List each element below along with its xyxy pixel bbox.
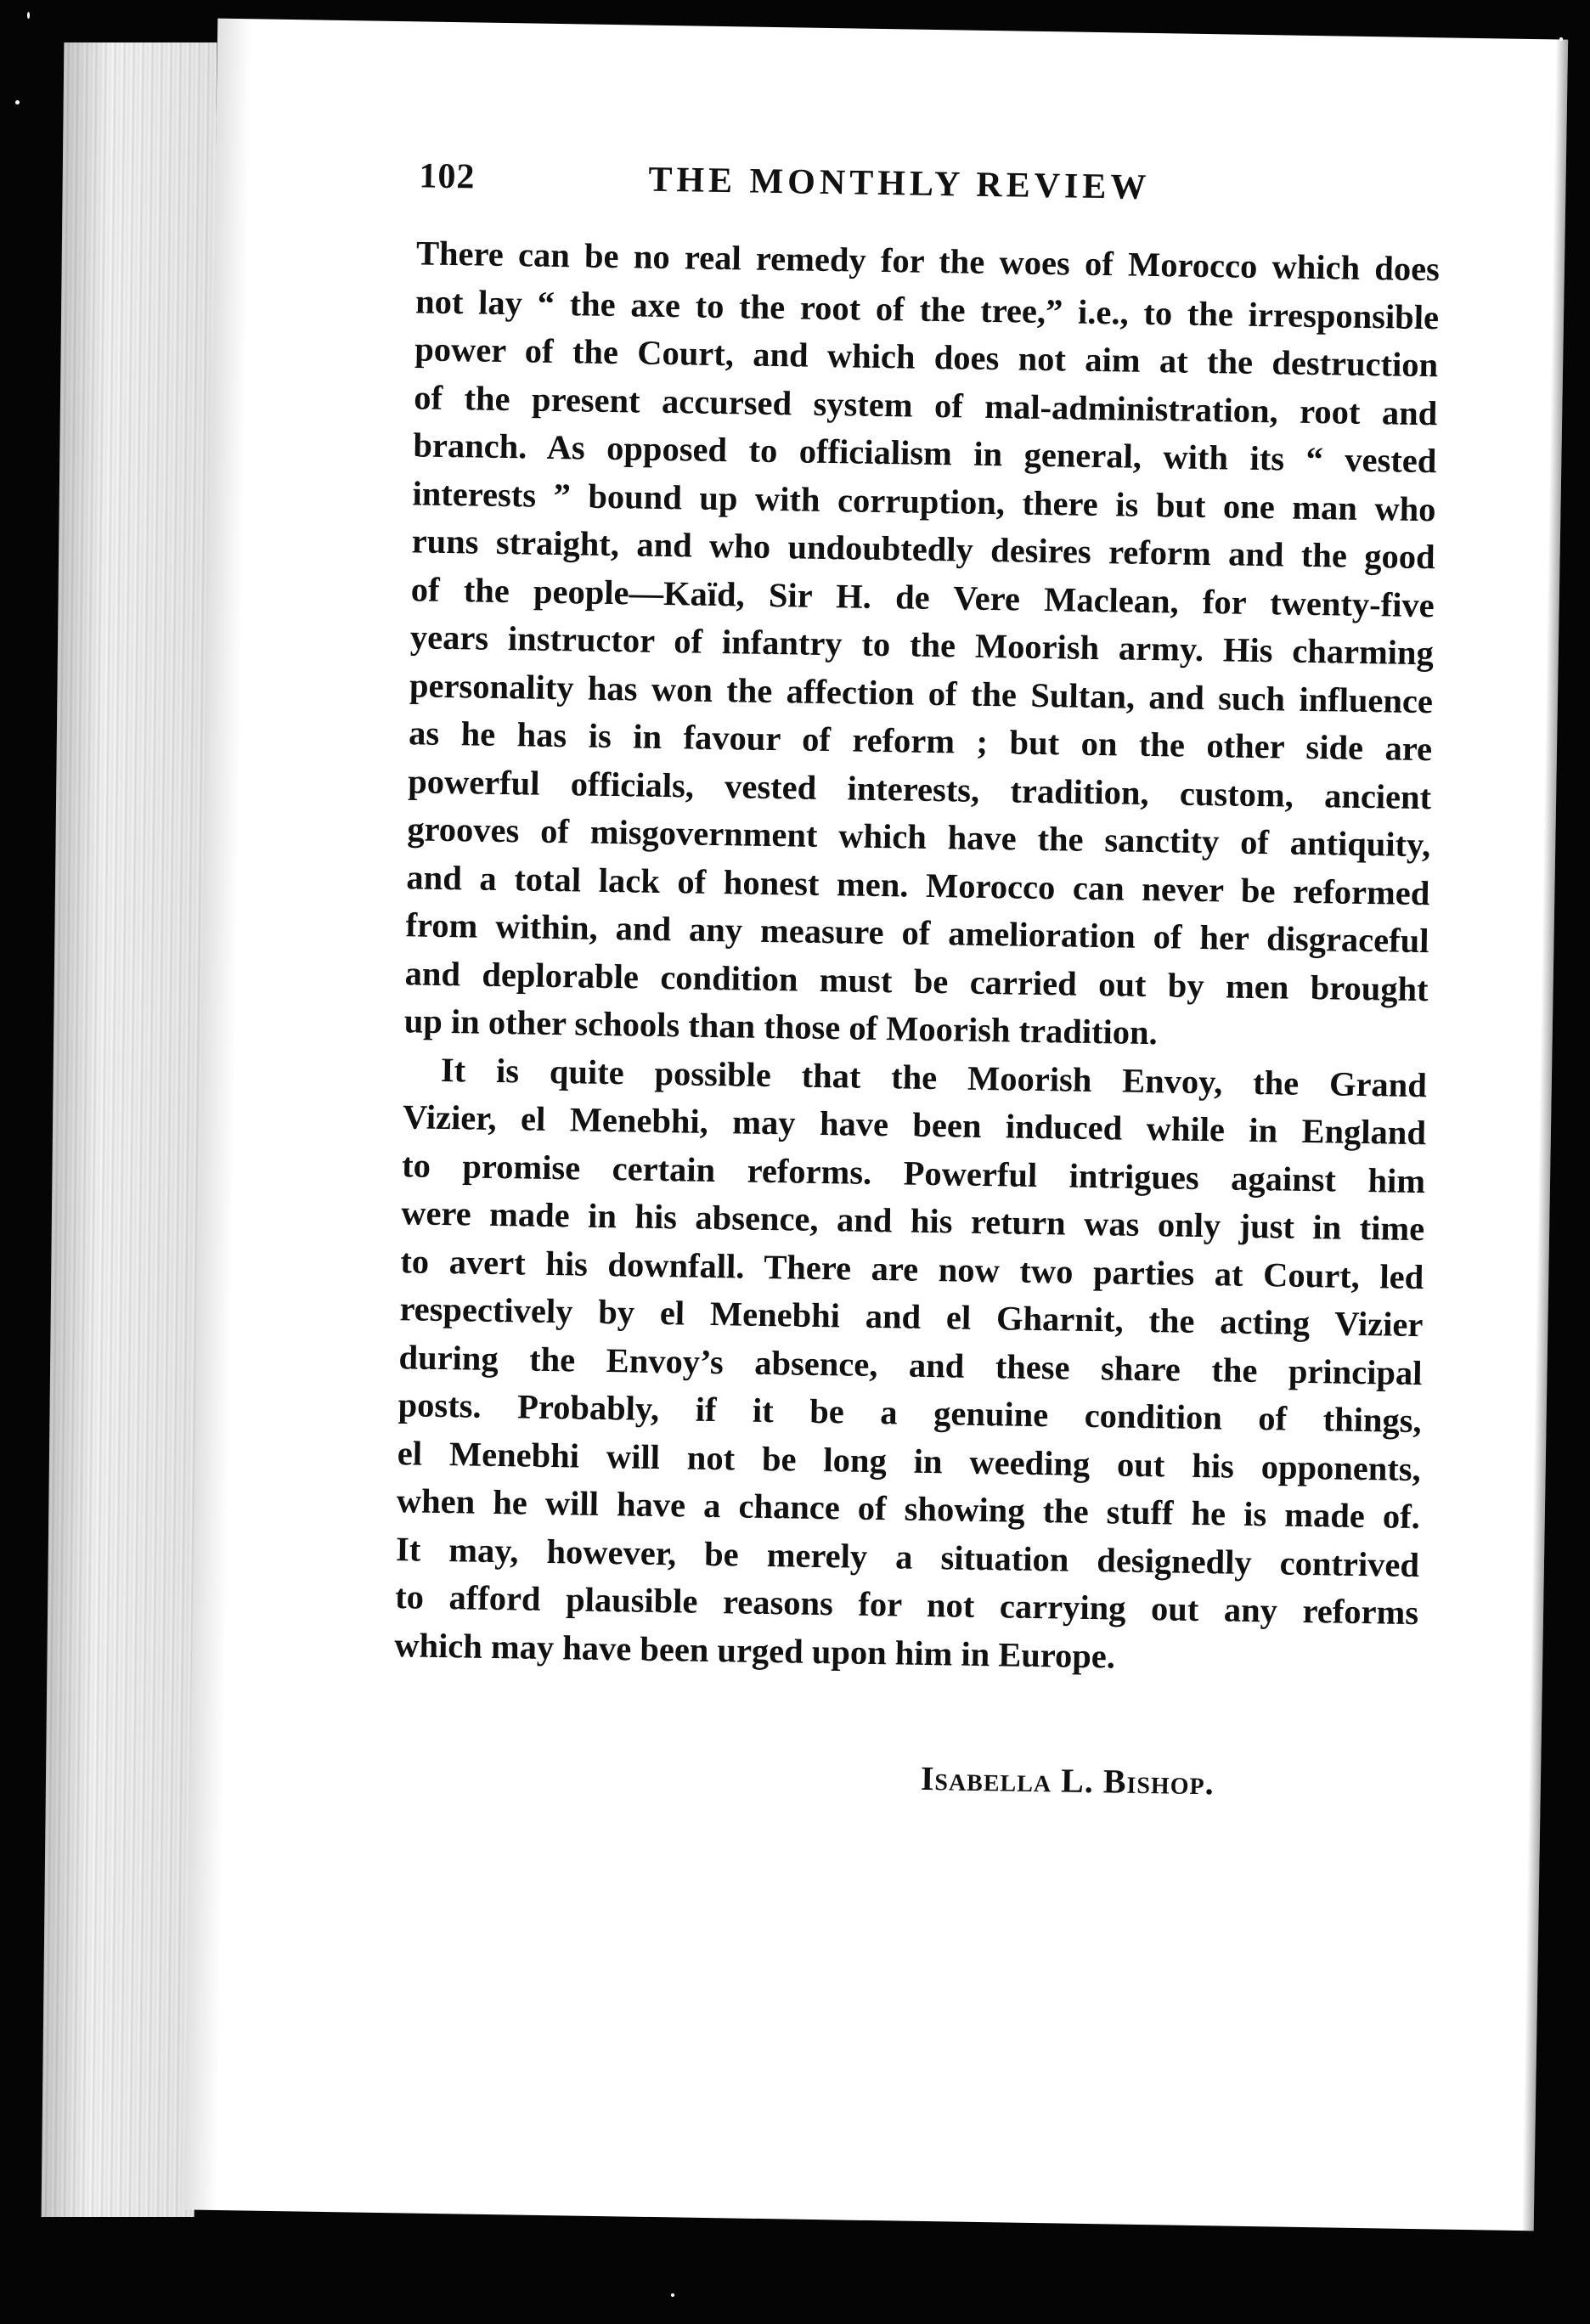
text-line: not lay “ the axe to the root of the tree,” i.e., to the irresponsible xyxy=(414,281,1440,336)
text-line: and deplorable condition must be carried out by men brought xyxy=(404,953,1429,1008)
text-line: were made in his absence, and his return was only just in time xyxy=(400,1193,1425,1249)
article-body xyxy=(394,229,1440,1685)
scan-speck xyxy=(671,2293,674,2297)
text-line: power of the Court, and which does not aim at the destruction xyxy=(414,330,1439,385)
text-line: el Menebhi will not be long in weeding out his opponents, xyxy=(397,1433,1422,1488)
text-line: of the present accursed system of mal-administration, root and xyxy=(414,377,1438,432)
author-signature: Isabella L. Bishop. xyxy=(920,1758,1215,1802)
text-line: years instructor of infantry to the Moorish army. His charming xyxy=(409,618,1435,673)
text-line: personality has won the affection of the Sultan, and such influence xyxy=(409,665,1434,720)
text-line: from within, and any measure of amelioration of her disgraceful xyxy=(405,905,1429,961)
text-line: to promise certain reforms. Powerful intrigues against him xyxy=(401,1145,1426,1200)
scan-speck xyxy=(27,12,30,19)
text-line: as he has is in favour of reform ; but on the other side are xyxy=(408,714,1433,769)
text-line: which may have been urged upon him in Europe. xyxy=(393,1625,1116,1676)
text-line: interests ” bound up with corruption, there is but one man who xyxy=(412,473,1436,528)
text-line: during the Envoy’s absence, and these share the principal xyxy=(398,1337,1423,1392)
text-line: grooves of misgovernment which have the sanctity of antiquity, xyxy=(407,809,1431,865)
text-line: branch. As opposed to officialism in general, with its “ vested xyxy=(413,426,1437,481)
text-line: posts. Probably, if it be a genuine condition of things, xyxy=(398,1385,1422,1441)
text-line: Vizier, el Menebhi, may have been induced while in England xyxy=(402,1097,1427,1153)
text-line: of the people—Kaïd, Sir H. de Vere Maclean, for twenty-five xyxy=(410,569,1435,624)
text-line: and a total lack of honest men. Morocco can never be reformed xyxy=(406,857,1430,912)
text-line: runs straight, and who undoubtedly desires reform and the good xyxy=(411,522,1435,577)
text-line: respectively by el Menebhi and el Gharnit, the acting Vizier xyxy=(399,1289,1424,1345)
page-number: 102 xyxy=(419,156,476,197)
scan-speck xyxy=(15,100,20,104)
text-line: to afford plausible reasons for not carrying out any reforms xyxy=(394,1577,1419,1633)
book-page xyxy=(183,19,1568,2231)
journal-title: THE MONTHLY REVIEW xyxy=(648,160,1151,207)
scan-speck xyxy=(1559,37,1563,41)
text-line: up in other schools than those of Moorish tradition. xyxy=(403,1001,1159,1052)
text-line: to avert his downfall. There are now two parties at Court, led xyxy=(400,1241,1424,1296)
text-line: It may, however, be merely a situation designedly contrived xyxy=(395,1529,1420,1584)
text-line: when he will have a chance of showing the stuff he is made of. xyxy=(396,1481,1421,1537)
text-line: It is quite possible that the Moorish Envoy, the Grand xyxy=(440,1050,1428,1104)
text-line: There can be no real remedy for the woes of Morocco which does xyxy=(415,234,1441,289)
running-head xyxy=(419,155,1481,232)
text-line: powerful officials, vested interests, tradition, custom, ancient xyxy=(407,761,1432,816)
